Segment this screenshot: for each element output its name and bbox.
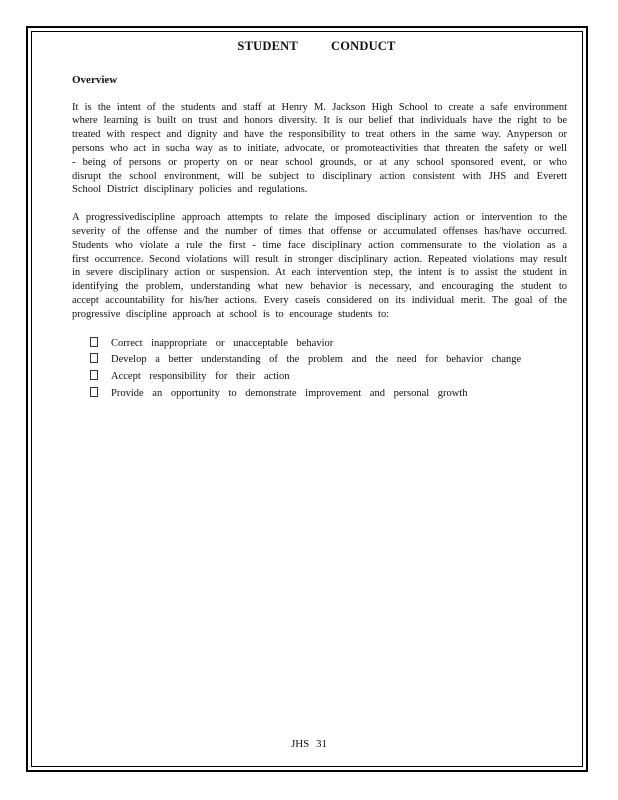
list-item-text: Provide an opportunity to demonstrate improvement and personal growth (111, 387, 468, 399)
list-item-text: Correct inappropriate or unacceptable behavior (111, 337, 334, 349)
paragraph-intent: It is the intent of the students and staff at Henry M. Jackson High School to create a safe environment where learning is built on trust and honors diversity. It is our belief that individuals have the right to be treated with respect and dignity and have the responsibility to treat others in the same way. Anyperson or persons who act in sucha way as to initiate, advocate, or promoteactivities that threaten the safety or well - being of persons or property on or near school grounds, or at any school sponsored event, or who disrupt the school environment, will be subject to disciplinary action consistent with JHS and Everett School District disciplinary policies and regulations. (72, 101, 567, 196)
bullet-box-icon (90, 353, 98, 363)
page-title: STUDENT CONDUCT (237, 39, 396, 53)
list-item (90, 386, 567, 401)
bullet-box-icon (90, 387, 98, 397)
paragraph-progressive-discipline: A progressivediscipline approach attempts to relate the imposed disciplinary action or intervention to the severity of the offense and the number of times that offense or accumulated offenses has/have occurred. Students who violate a rule the first - time face disciplinary action commensurate to the violation as a first occurrence. Second violations will result in stronger disciplinary action. Repeated violations may result in severe disciplinary action or suspension. At each intervention step, the intent is to assist the student in identifying the problem, understanding what new behavior is necessary, and encouraging the student to accept accountability for his/her actions. Every caseis considered on its individual merit. The goal of the progressive discipline approach at school is to encourage students to: (72, 212, 567, 320)
goals-list (72, 336, 567, 401)
list-item (90, 369, 567, 384)
list-item-text: Accept responsibility for their action (111, 371, 290, 383)
list-item (90, 336, 567, 351)
document-body (72, 40, 567, 403)
bullet-box-icon (90, 370, 98, 380)
page-number-footer: JHS 31 (290, 738, 328, 750)
section-heading: Overview (72, 73, 118, 86)
list-item (90, 352, 567, 367)
bullet-box-icon (90, 337, 98, 347)
list-item-text: Develop a better understanding of the problem and the need for behavior change (111, 354, 522, 366)
